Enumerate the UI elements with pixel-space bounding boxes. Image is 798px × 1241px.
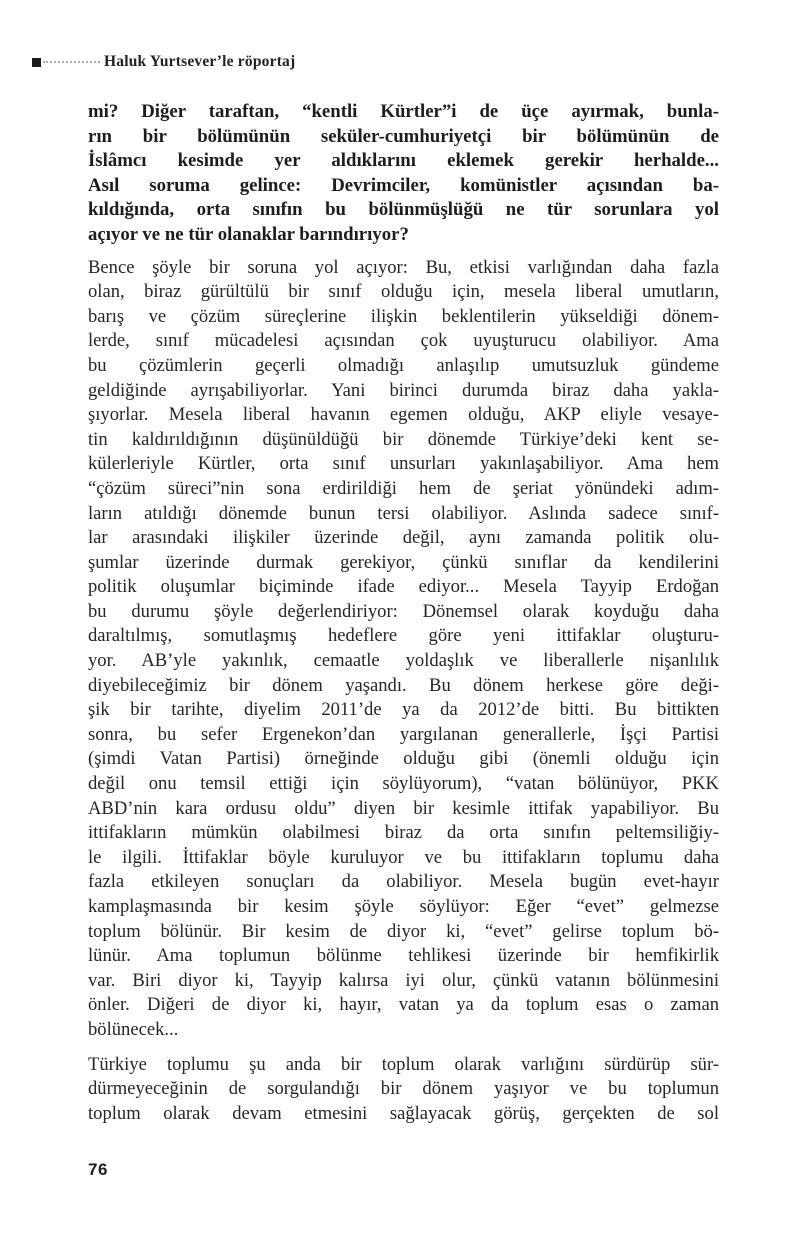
text-line: ittifakların mümkün olabilmesi biraz da orta sınıfın peltemsiliğiy- xyxy=(88,822,719,844)
dotted-leader-line xyxy=(43,61,100,63)
text-line: politik oluşumlar biçiminde ifade ediyor... Mesela Tayyip Erdoğan xyxy=(88,576,719,598)
text-line: Türkiye toplumu şu anda bir toplum olarak varlığını sürdürüp sür- xyxy=(88,1053,719,1075)
text-line: önler. Diğeri de diyor ki, hayır, vatan ya da toplum esas o zaman xyxy=(88,994,719,1016)
text-line: kamplaşmasında bir kesim şöyle söylüyor: Eğer “evet” gelmezse xyxy=(88,896,719,917)
text-line: var. Biri diyor ki, Tayyip kalırsa iyi olur, çünkü vatanın bölünmesini xyxy=(88,969,719,991)
text-line: ABD’nin kara ordusu oldu” diyen bir kesimle ittifak yapabiliyor. Bu xyxy=(88,797,719,819)
text-line: bu çözümlerin geçerli olmadığı anlaşılıp umutsuzluk gündeme xyxy=(88,354,719,376)
text-line: lerde, sınıf mücadelesi açısından çok uyuşturucu olabiliyor. Ama xyxy=(88,330,719,352)
answer-paragraph-1 xyxy=(88,256,719,1043)
text-line: mi? Diğer taraftan, “kentli Kürtler”i de üçe ayırmak, bunla- xyxy=(88,101,719,122)
text-line: Bence şöyle bir soruna yol açıyor: Bu, etkisi varlığından daha fazla xyxy=(88,256,719,278)
text-line: bölünecek... xyxy=(88,1018,179,1040)
text-line: tin kaldırıldığının düşünüldüğü bir dönemde Türkiye’deki kent se- xyxy=(88,428,719,450)
text-line: şıyorlar. Mesela liberal havanın egemen olduğu, AKP eliyle vesaye- xyxy=(88,404,719,426)
text-line: le ilgili. İttifaklar böyle kuruluyor ve bu ittifakların toplumu daha xyxy=(88,846,719,868)
text-line: barış ve çözüm süreçlerine ilişkin beklentilerin yükseldiği dönem- xyxy=(88,305,719,327)
text-line: fazla etkileyen sonuçları da olabiliyor. Mesela bugün evet-hayır xyxy=(88,871,719,893)
text-line: açıyor ve ne tür olanaklar barındırıyor? xyxy=(88,223,409,245)
text-line: değil onu temsil ettiği için söylüyorum), “vatan bölünüyor, PKK xyxy=(88,773,719,795)
text-line: “çözüm süreci”nin sona erdirildiği hem de şeriat yönündeki adım- xyxy=(88,477,719,499)
text-line: yor. AB’yle yakınlık, cemaatle yoldaşlık ve liberallerle nişanlılık xyxy=(88,650,719,672)
text-line: şumlar üzerinde durmak gerekiyor, çünkü sınıflar da kendilerini xyxy=(88,551,719,573)
text-line: diyebileceğimiz bir dönem yaşandı. Bu dönem herkese göre deği- xyxy=(88,674,719,696)
text-column xyxy=(88,100,719,1126)
answer-paragraph-2 xyxy=(88,1053,719,1127)
text-line: Asıl soruma gelince: Devrimciler, komünistler açısından ba- xyxy=(88,174,719,196)
text-line: toplum bölünür. Bir kesim de diyor ki, “evet” gelirse toplum bö- xyxy=(88,920,719,942)
text-line: lünür. Ama toplumun bölünme tehlikesi üzerinde bir hemfikirlik xyxy=(88,945,719,967)
text-line: külerleriyle Kürtler, orta sınıf unsurları yakınlaşabiliyor. Ama hem xyxy=(88,453,719,475)
text-line: olan, biraz gürültülü bir sınıf olduğu için, mesela liberal umutların, xyxy=(88,281,719,303)
text-line: rın bir bölümünün seküler-cumhuriyetçi bir bölümünün de xyxy=(88,125,719,147)
running-header xyxy=(32,53,295,71)
text-line: (şimdi Vatan Partisi) örneğinde olduğu gibi (önemli olduğu için xyxy=(88,748,719,770)
text-line: sonra, bu sefer Ergenekon’dan yargılanan generallerle, İşçi Partisi xyxy=(88,723,719,745)
running-header-title: Haluk Yurtsever’le röportaj xyxy=(104,53,296,70)
text-line: İslâmcı kesimde yer aldıklarını eklemek gerekir herhalde... xyxy=(88,150,719,172)
page-footer xyxy=(88,1160,108,1180)
text-line: ların atıldığı dönemde bunun tersi olabiliyor. Aslında sadece sınıf- xyxy=(88,502,719,524)
black-square-icon xyxy=(32,58,41,67)
text-line: bu durumu şöyle değerlendiriyor: Dönemsel olarak koyduğu daha xyxy=(88,600,719,622)
text-line: lar arasındaki ilişkiler üzerinde değil, aynı zamanda politik olu- xyxy=(88,527,719,549)
text-line: kıldığında, orta sınıfın bu bölünmüşlüğü ne tür sorunlara yol xyxy=(88,199,719,221)
text-line: toplum olarak devam etmesini sağlayacak görüş, gerçekten de sol xyxy=(88,1102,719,1124)
text-line: geldiğinde ayrışabiliyorlar. Yani birinci durumda biraz daha yakla- xyxy=(88,379,719,401)
text-line: dürmeyeceğinin de sorgulandığı bir dönem yaşıyor ve bu toplumun xyxy=(88,1078,719,1100)
text-line: daraltılmış, somutlaşmış hedeflere göre yeni ittifaklar oluşturu- xyxy=(88,625,719,647)
page-number: 76 xyxy=(88,1160,108,1179)
interview-question xyxy=(88,100,719,248)
text-line: şik bir tarihte, diyelim 2011’de ya da 2012’de bitti. Bu bittikten xyxy=(88,699,719,721)
